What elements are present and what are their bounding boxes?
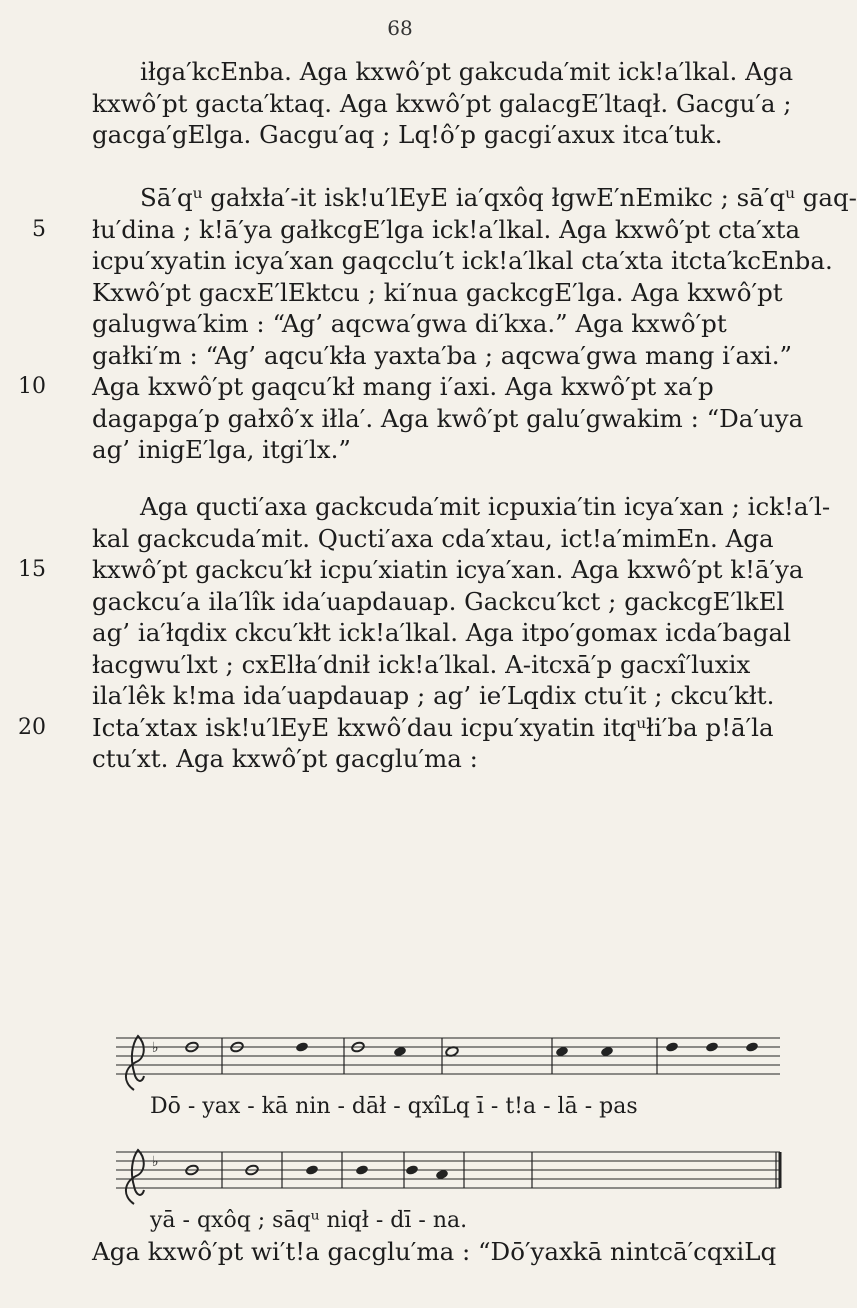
line-number: 20 (18, 714, 46, 740)
text-line (92, 403, 804, 435)
text-line (92, 277, 783, 309)
treble-clef-icon (126, 1150, 144, 1204)
line-text: gałki′m : “Ag’ aqcu′kła yaxta′ba ; aqcwa′gwa mang i′axi.” (92, 340, 793, 370)
flat-icon: ♭ (152, 1040, 159, 1056)
line-text: Icta′xtax isk!u′lEyE kxwô′dau icpu′xyatin itqᵘłi′ba p!ā′la (92, 712, 774, 742)
line-text: kal gackcuda′mit. Qucti′axa cda′xtau, ict!a′mimEn. Aga (92, 523, 774, 553)
treble-clef-icon (126, 1036, 144, 1090)
line-text: Aga kxwô′pt wi′t!a gacglu′ma : “Dō′yaxkā nintcā′cqxiLq (92, 1237, 777, 1266)
text-line (92, 743, 768, 775)
text-line (92, 245, 833, 277)
line-number: 15 (18, 557, 46, 582)
paragraph-4 (92, 1236, 777, 1268)
text-line (92, 340, 793, 372)
note-icon (305, 1164, 319, 1176)
music-staff-1 (112, 1032, 784, 1090)
line-text: icpu′xyatin icya′xan gaqcclu′t ick!a′lkal cta′xta itcta′kcEnba. (92, 246, 833, 275)
note-icon (705, 1041, 719, 1053)
line-text: iłga′kcEnba. Aga kxwô′pt gakcuda′mit ick!a′lkal. Aga (140, 57, 794, 86)
flat-icon: ♭ (152, 1154, 159, 1170)
text-line (92, 680, 775, 712)
line-text: kxwô′pt gacta′ktaq. Aga kxwô′pt galacgE′ltaqł. Gacgu′a ; (92, 88, 792, 118)
line-text: Sā′qᵘ gałxła′-it isk!u′lEyE ia′qxôq łgwE′nEmikc ; sā′qᵘ gaq- (140, 183, 857, 212)
line-text: Kxwô′pt gacxE′lEktcu ; ki′nua gackcgE′lga. Aga kxwô′pt (92, 277, 783, 307)
line-text: ctu′xt. Aga kxwô′pt gacglu′ma : (92, 744, 478, 773)
line-text: łu′dina ; k!ā′ya gałkcgE′lga ick!a′lkal. Aga kxwô′pt cta′xta (92, 214, 801, 244)
text-line (92, 1236, 777, 1268)
paragraph-3 (18, 491, 831, 775)
line-text: ag’ ia′łqdix ckcu′kłt ick!a′lkal. Aga itpo′gomax icda′bagal (92, 618, 791, 647)
note-icon (665, 1041, 679, 1053)
note-icon (295, 1041, 309, 1053)
line-text: kxwô′pt gackcu′kł icpu′xiatin icya′xan. Aga kxwô′pt k!ā′ya (92, 555, 804, 584)
paragraph-2 (18, 182, 857, 466)
line-number: 5 (32, 216, 46, 242)
text-line (32, 214, 801, 246)
text-line (92, 649, 768, 681)
line-text: Aga qucti′axa gackcuda′mit icpuxia′tin icya′xan ; ick!a′l- (140, 492, 831, 521)
line-text: gackcu′a ila′lîk ida′uapdauap. Gackcu′kct ; gackcgE′lkEl (92, 586, 785, 616)
note-icon (745, 1041, 759, 1053)
paragraph-1 (92, 56, 794, 151)
text-line (92, 617, 791, 649)
song-lyrics-line-1: Dō - yax - kā nin - dāł - qxîLq ī - t!a - lā - pas (150, 1094, 638, 1119)
text-line (18, 712, 774, 744)
line-text: dagapga′p gałxô′x iłla′. Aga kwô′pt galu′gwakim : “Da′uya (92, 403, 804, 433)
line-text: gacga′gElga. Gacgu′aq ; Lq!ô′p gacgi′axux itca′tuk. (92, 120, 723, 149)
text-line (92, 308, 768, 340)
page-number: 68 (387, 16, 413, 40)
song-lyrics-line-2: yā - qxôq ; sāqᵘ niqł - dī - na. (150, 1208, 468, 1233)
line-text: ila′lêk k!ma ida′uapdauap ; ag’ ie′Lqdix ctu′it ; ckcu′kłt. (92, 681, 775, 710)
line-text: galugwa′kim : “Ag’ aqcwa′gwa di′kxa.” Aga kxwô′pt (92, 309, 727, 338)
note-icon (355, 1164, 369, 1176)
note-icon (405, 1164, 419, 1176)
text-line (92, 88, 792, 120)
text-line (92, 182, 857, 214)
text-line (92, 523, 774, 555)
text-line (18, 554, 804, 586)
line-text: ag’ inigE′lga, itgi′lx.” (92, 435, 351, 464)
line-number: 10 (18, 374, 46, 399)
text-line (92, 56, 794, 88)
line-text: łacgwu′lxt ; cxElła′dnił ick!a′lkal. A-itcxā′p gacxî′luxix (92, 649, 751, 679)
text-line (18, 371, 768, 403)
text-line (92, 119, 768, 151)
music-staff-2 (112, 1146, 784, 1204)
line-text: Aga kxwô′pt gaqcu′kł mang i′axi. Aga kxwô′pt xa′p (92, 372, 714, 401)
text-line (92, 434, 768, 466)
text-line (92, 586, 785, 618)
text-line (92, 491, 831, 523)
